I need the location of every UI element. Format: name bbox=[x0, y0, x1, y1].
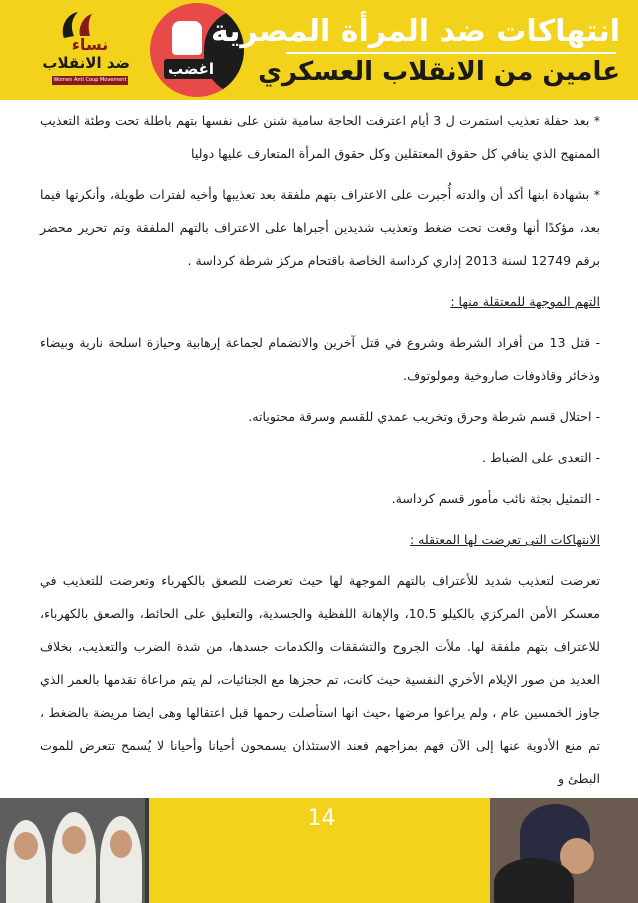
anger-logo-word: اغضب bbox=[164, 59, 218, 79]
photo-arrest-scene bbox=[490, 798, 638, 903]
title-divider bbox=[286, 52, 616, 54]
charge-item: - قتل 13 من أفراد الشرطة وشروع في قتل آخرين والانضمام لجماعة إرهابية وحيازة اسلحة نارية وبيضاء وذخائر وقاذوفات صاروخية ومولوتوف. bbox=[40, 335, 600, 383]
header-titles bbox=[210, 10, 620, 90]
page-subtitle: عامين من الانقلاب العسكري bbox=[258, 57, 620, 87]
header-banner bbox=[0, 0, 638, 100]
women-logo-line2: ضد الانقلاب bbox=[42, 54, 130, 72]
women-logo-tagline: Women Anti Coup Movement bbox=[53, 77, 127, 83]
page-title: انتهاكات ضد المرأة المصرية bbox=[210, 14, 620, 49]
raised-fist-icon bbox=[172, 21, 202, 55]
photo-veiled-women bbox=[0, 798, 145, 903]
charge-item: - احتلال قسم شرطة وحرق وتخريب عمدي للقسم وسرقة محتوياته. bbox=[248, 409, 600, 424]
paragraph-confession: * بعد حفلة تعذيب استمرت ل 3 أيام اعترفت الحاجة سامية شنن على نفسها بتهم باطلة تحت وطئة التعذيب الممنهج الذي ينافي كل حقوق المعتقلين وكل حقوق المرأة المتعارف عليها دوليا bbox=[40, 113, 601, 161]
charges-heading: التهم الموجهة للمعتقلة منها : bbox=[450, 294, 600, 309]
page-number-panel bbox=[145, 798, 498, 903]
women-anti-coup-logo bbox=[42, 10, 130, 92]
page-number: 14 bbox=[307, 806, 336, 831]
violations-paragraph: تعرضت لتعذيب شديد للأعتراف بالتهم الموجهة لها حيث تعرضت للصعق بالكهرباء وتعرضت للتعذيب في معسكر الأمن المركزي بالكيلو 10.5، والإهانة اللفظية والجسدية، والتعليق على الحائط، والصعق بالكهرباء، للاعتراف بتهم ملفقة لها. ملأت الجروح والتشققات والكدمات جسدها، من شدة الضرب والتعذيب، بخلاف العديد من صور الإيلام الأخري النفسية حيث كانت، تم حجزها مع الجنائيات، لم يتم مراعاة تقدمها بالعمر الذي جاوز الخمسين عام ، ولم يراعوا مرضها ،حيث انها استأصلت رحمها قبل اعتقالها وهى ايضا مريضة بالضغط ، تم منع الأدوية عنها إلى الآن فهم بمزاجهم فعند الاستئذان يسمحون أحيانا وأحيانا لا يُسمح تتعرض للموت البطئ و bbox=[40, 573, 601, 786]
violations-heading: الانتهاكات التى تعرضت لها المعتقله : bbox=[409, 532, 600, 547]
document-body bbox=[40, 104, 600, 795]
women-logo-line1: نساء bbox=[71, 35, 109, 54]
charge-item: - التمثيل بجثة نائب مأمور قسم كرداسة. bbox=[391, 491, 600, 506]
paragraph-son-testimony: * بشهادة ابنها أكد أن والدته أُجبرت على الاعتراف بتهم ملفقة بعد تعذيبها وأخيه لفترات طويلة، وأنكرتها فيما بعد، مؤكدًا أنها وقعت تحت ضغط وتعذيب شديدين أجبراها على الاعتراف بالتهم الملفقة وتم تحرير محضر برقم 12749 لسنة 2013 إداري كرداسة الخاصة باقتحام مركز شرطة كرداسة . bbox=[40, 187, 600, 268]
charge-item: - التعدى على الضباط . bbox=[482, 450, 600, 465]
footer-banner bbox=[0, 798, 638, 903]
